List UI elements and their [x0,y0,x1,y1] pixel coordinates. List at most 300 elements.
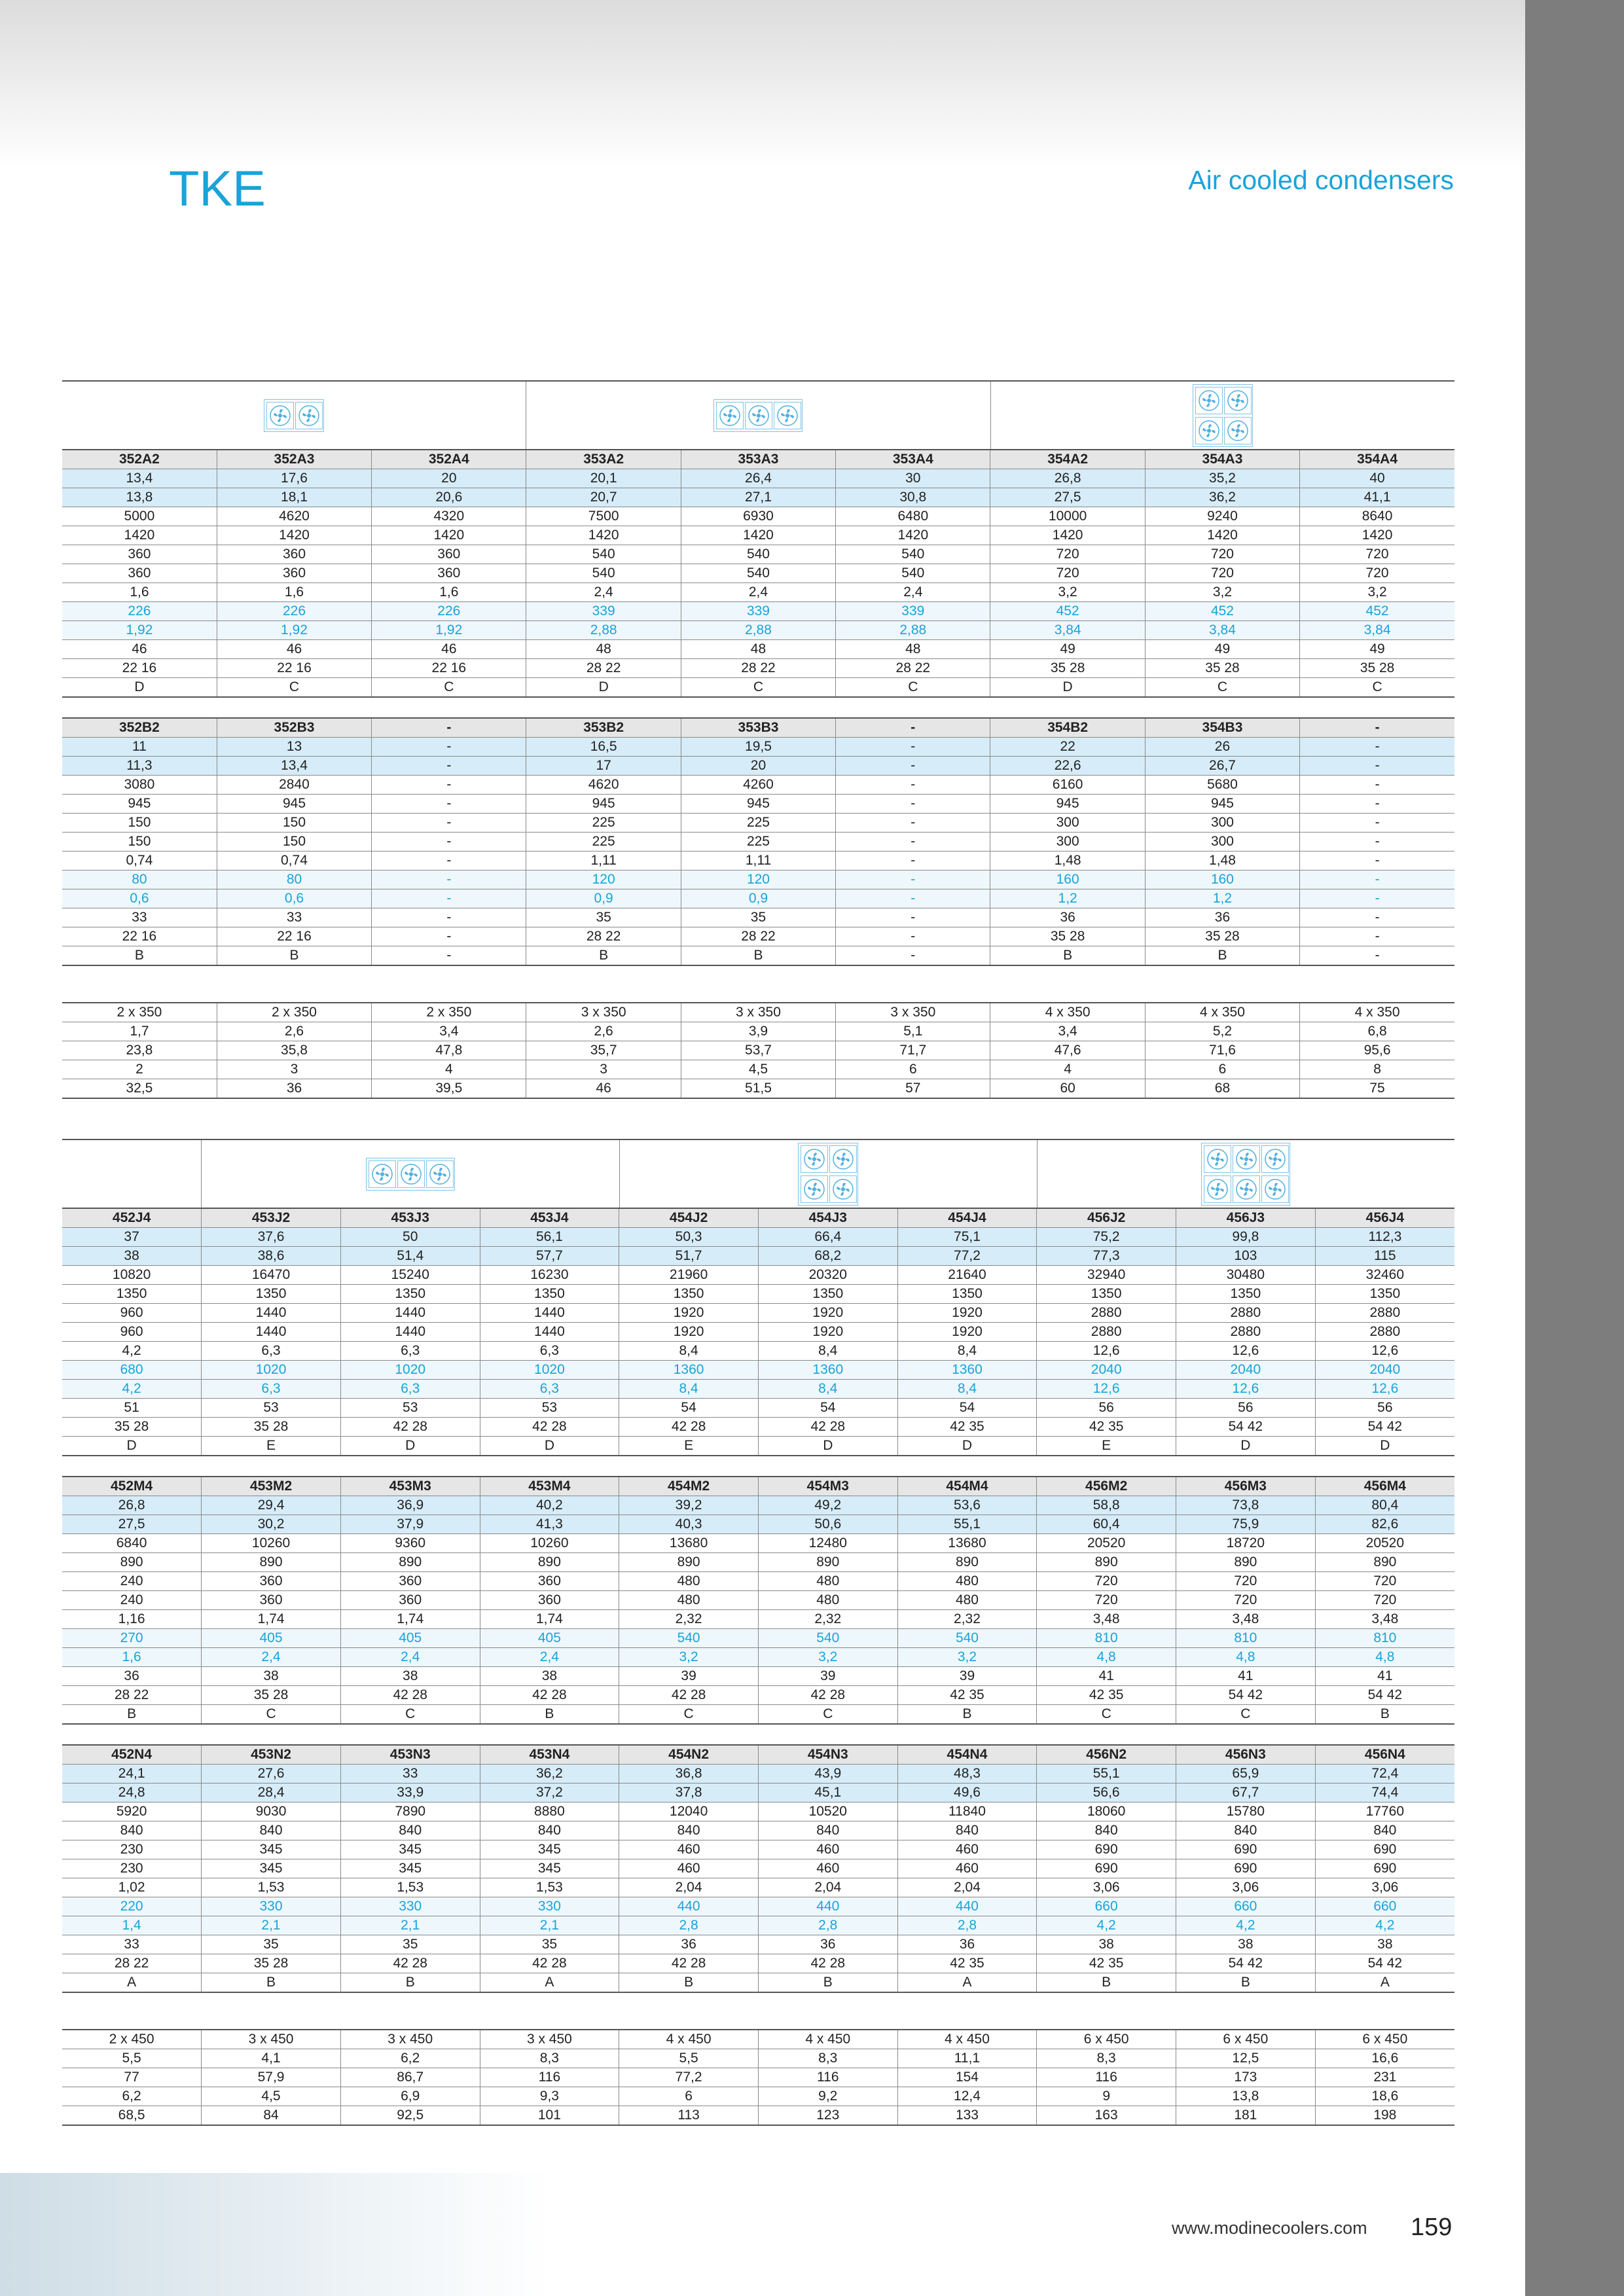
table-cell: 22 16 [62,927,217,946]
table-cell: 120 [681,870,835,889]
table-cell: 28 22 [836,659,990,678]
table-cell: 480 [619,1572,759,1591]
table-cell: E [202,1437,341,1456]
fan-icon [1261,1175,1289,1203]
table-cell: 360 [340,1572,480,1591]
table-cell: 456M2 [1037,1477,1176,1496]
table-cell: 26 [1145,738,1299,757]
table-cell: 9,3 [480,2087,619,2106]
table-cell: 1,2 [990,889,1145,908]
table-cell: 32940 [1037,1266,1176,1285]
table-cell: 7890 [340,1803,480,1821]
table-cell: 1,02 [62,1878,202,1897]
table-cell: 4 [990,1060,1145,1079]
table-cell: 456J4 [1315,1208,1454,1228]
fan-icon [1261,1145,1289,1173]
table-cell: E [1037,1437,1176,1456]
table-cell: 840 [1037,1821,1176,1840]
table-cell: 453M4 [480,1477,619,1496]
table-cell: 38 [1315,1935,1454,1954]
table-cell: 51 [62,1399,202,1418]
data-table [62,2029,1454,2126]
table-cell: 440 [897,1897,1037,1916]
table-row [62,927,1454,946]
table-cell: 6,3 [480,1342,619,1361]
table-cell: 1420 [1300,526,1454,545]
table-row [62,1916,1454,1935]
table-cell: 4,2 [1037,1916,1176,1935]
table-cell: 12,6 [1176,1380,1316,1399]
header-background [0,0,1525,170]
table-cell: - [372,738,526,757]
table-cell: 1920 [619,1304,759,1323]
table-cell: 20 [372,469,526,488]
table-cell: 540 [681,545,835,564]
table-cell: C [1037,1705,1176,1725]
table-cell: 115 [1315,1247,1454,1266]
table-row [62,1247,1454,1266]
table-cell: - [372,870,526,889]
table-cell: 840 [758,1821,897,1840]
table-cell: 42 28 [480,1418,619,1437]
table-cell: 39,5 [372,1079,526,1099]
table-cell: 22,6 [990,757,1145,776]
table-cell: 360 [372,545,526,564]
table-cell: 5,1 [836,1022,990,1041]
fan-icon-3x2 [1201,1143,1290,1206]
table-cell: 50 [340,1228,480,1247]
fan-icon [745,402,772,429]
table-cell: 22 16 [372,659,526,678]
side-band [1525,0,1624,2296]
table-cell: 13 [217,738,371,757]
table-cell: 5,5 [62,2049,202,2068]
table-cell: 11,1 [897,2049,1037,2068]
table-cell: 720 [1037,1591,1176,1610]
table-cell: 840 [1176,1821,1316,1840]
table-cell: 17760 [1315,1803,1454,1821]
table-cell: 16,5 [526,738,681,757]
table-cell: 360 [202,1572,341,1591]
table-row [62,870,1454,889]
table-cell: 43,9 [758,1765,897,1784]
table-cell: 680 [62,1361,202,1380]
table-cell: 8,3 [758,2049,897,2068]
table-cell: 6 [1145,1060,1299,1079]
table-cell: 890 [340,1553,480,1572]
table-cell: 54 42 [1315,1954,1454,1973]
table-cell: 39,2 [619,1496,759,1515]
table-cell: 116 [1037,2068,1176,2087]
table-cell: 2,6 [217,1022,371,1041]
table-cell: 40 [1300,469,1454,488]
table-cell: 1350 [758,1285,897,1304]
table-cell: 95,6 [1300,1041,1454,1060]
table-cell: 2,32 [897,1610,1037,1629]
table-cell: 75,2 [1037,1228,1176,1247]
table-cell: 160 [1145,870,1299,889]
table-row [62,2106,1454,2126]
table-cell: 240 [62,1591,202,1610]
table-cell: 6,8 [1300,1022,1454,1041]
table-cell: 1920 [758,1323,897,1342]
table-cell: 50,6 [758,1515,897,1534]
table-cell: 29,4 [202,1496,341,1515]
table-cell: 39 [897,1667,1037,1686]
table-cell: C [340,1705,480,1725]
table-cell: 0,6 [217,889,371,908]
table-cell: 345 [340,1840,480,1859]
page-title: TKE [169,161,266,217]
table-cell: - [372,927,526,946]
table-cell: 810 [1176,1629,1316,1648]
table-cell: 345 [202,1859,341,1878]
table-cell: 3,2 [619,1648,759,1667]
table-cell: 3 [526,1060,681,1079]
table-cell: 452J4 [62,1208,202,1228]
table-cell: 1,11 [526,852,681,870]
table-cell: 480 [758,1591,897,1610]
table-cell: 33 [217,908,371,927]
table-row [62,1208,1454,1228]
table-cell: 19,5 [681,738,835,757]
table-cell: 345 [340,1859,480,1878]
table-cell: 26,7 [1145,757,1299,776]
table-cell: 26,8 [62,1496,202,1515]
table-cell: 51,5 [681,1079,835,1099]
table-cell: 15780 [1176,1803,1316,1821]
table-cell: 35 [202,1935,341,1954]
table-cell: 9360 [340,1534,480,1553]
table-cell: 53 [480,1399,619,1418]
table-row [62,1840,1454,1859]
table-cell: 1420 [836,526,990,545]
table-cell: 2 x 350 [62,1003,217,1022]
table-cell: - [836,814,990,833]
table-cell: 80 [217,870,371,889]
table-cell: 4 x 350 [1300,1003,1454,1022]
table-cell: 15240 [340,1266,480,1285]
table-cell: 8,4 [758,1380,897,1399]
table-cell: 1440 [340,1304,480,1323]
table-cell: 452N4 [62,1745,202,1765]
table-cell: 1920 [897,1323,1037,1342]
table-cell: 1420 [990,526,1145,545]
table-cell: 8,4 [619,1380,759,1399]
table-cell: 2,8 [758,1916,897,1935]
table-cell: - [1300,889,1454,908]
table-cell: 352A2 [62,450,217,469]
table-cell: 454M4 [897,1477,1037,1496]
table-cell: - [372,946,526,966]
table-cell: 460 [897,1859,1037,1878]
table-cell: 42 28 [758,1686,897,1705]
table-cell: 440 [758,1897,897,1916]
table-cell: B [758,1973,897,1993]
table-cell: 24,1 [62,1765,202,1784]
data-table [62,1476,1454,1725]
table-cell: 80 [62,870,217,889]
table-cell: D [1176,1437,1316,1456]
table-n-series [62,1744,1454,1993]
table-cell: 945 [990,795,1145,814]
table-cell: B [897,1705,1037,1725]
table-cell: 35 28 [202,1418,341,1437]
table-cell: 150 [62,814,217,833]
table-cell: 2,88 [836,621,990,640]
table-cell: 2,4 [526,583,681,602]
fan-icon [397,1160,425,1188]
table-cell: 300 [990,833,1145,852]
table-cell: 720 [990,545,1145,564]
table-cell: B [202,1973,341,1993]
table-cell: 3,4 [372,1022,526,1041]
fan-icon-2x2 [798,1143,858,1206]
table-cell: 50,3 [619,1228,759,1247]
table-cell: 11840 [897,1803,1037,1821]
table-cell: 42 35 [897,1686,1037,1705]
table-cell: 48,3 [897,1765,1037,1784]
table-cell: 2 x 350 [372,1003,526,1022]
table-cell: 345 [480,1840,619,1859]
table-cell: 1440 [480,1323,619,1342]
table-cell: 2 [62,1060,217,1079]
table-cell: 66,4 [758,1228,897,1247]
table-cell: 54 42 [1315,1686,1454,1705]
table-cell: 57,7 [480,1247,619,1266]
table-cell: 5,5 [619,2049,759,2068]
fan-icon [1233,1175,1260,1203]
table-cell: 49 [1300,640,1454,659]
table-cell: 54 [897,1399,1037,1418]
table-cell: 2,4 [202,1648,341,1667]
table-cell: 3,48 [1037,1610,1176,1629]
table-cell: 18,1 [217,488,371,507]
table-cell: 68 [1145,1079,1299,1099]
fan-icon [1233,1145,1260,1173]
table-row [62,1060,1454,1079]
table-cell: 840 [897,1821,1037,1840]
table-cell: 3,4 [990,1022,1145,1041]
table-cell: 352B2 [62,718,217,738]
table-cell: 1,53 [202,1878,341,1897]
table-cell: 1920 [758,1304,897,1323]
table-cell: 17,6 [217,469,371,488]
table-cell: 720 [1176,1591,1316,1610]
table-cell: 354B2 [990,718,1145,738]
table-cell: 720 [1300,564,1454,583]
table-cell: 2,1 [202,1916,341,1935]
table-cell: 38 [202,1667,341,1686]
table-cell: 8640 [1300,507,1454,526]
table-cell: 1440 [202,1323,341,1342]
table-cell: B [340,1973,480,1993]
table-row [62,1228,1454,1247]
table-cell: - [836,927,990,946]
table-cell: 20,1 [526,469,681,488]
table-row [62,889,1454,908]
table-row [62,1323,1454,1342]
table-cell: 6 x 450 [1037,2030,1176,2049]
table-cell: 47,8 [372,1041,526,1060]
table-row [62,602,1454,621]
data-table [62,449,1454,698]
fan-icon [295,402,323,429]
table-cell: 22 16 [217,927,371,946]
table-cell: 354B3 [1145,718,1299,738]
table-cell: B [619,1973,759,1993]
table-cell: 58,8 [1037,1496,1176,1515]
data-table [62,1002,1454,1099]
table-cell: 8,4 [619,1342,759,1361]
table-cell: - [836,870,990,889]
table-row [62,583,1454,602]
table-cell: 27,5 [990,488,1145,507]
table-cell: 11,3 [62,757,217,776]
table-row [62,488,1454,507]
table-cell: 8,4 [897,1380,1037,1399]
table-cell: 2,04 [897,1878,1037,1897]
table-cell: 80,4 [1315,1496,1454,1515]
table-cell: 1350 [1037,1285,1176,1304]
table-cell: 101 [480,2106,619,2126]
table-cell: 49,6 [897,1784,1037,1803]
table-cell: - [372,852,526,870]
table-cell: 540 [526,545,681,564]
table-cell: 33 [340,1765,480,1784]
table-cell: 2,8 [619,1916,759,1935]
table-cell: 360 [340,1591,480,1610]
table-cell: 4,2 [1176,1916,1316,1935]
table-row [62,946,1454,966]
table-cell: 1,74 [340,1610,480,1629]
table-cell: 5680 [1145,776,1299,795]
table-cell: 1350 [340,1285,480,1304]
table-cell: 1350 [619,1285,759,1304]
data-table [62,1744,1454,1993]
table-cell: B [1176,1973,1316,1993]
table-cell: 13,4 [62,469,217,488]
table-cell: 3,48 [1315,1610,1454,1629]
fan-layout-header [62,380,1454,449]
table-cell: 163 [1037,2106,1176,2126]
table-cell: 6840 [62,1534,202,1553]
table-cell: 225 [526,833,681,852]
table-cell: 2,1 [480,1916,619,1935]
table-cell: 4,5 [681,1060,835,1079]
table-cell: 35,2 [1145,469,1299,488]
table-cell: 42 28 [340,1954,480,1973]
table-cell: 456N4 [1315,1745,1454,1765]
table-cell: 53 [202,1399,341,1418]
table-row [62,1304,1454,1323]
table-cell: C [681,678,835,698]
table-cell: 720 [1300,545,1454,564]
table-cell: 453M3 [340,1477,480,1496]
table-cell: 20,7 [526,488,681,507]
table-cell: 2,04 [619,1878,759,1897]
table-cell: 3,06 [1176,1878,1316,1897]
table-cell: 68,5 [62,2106,202,2126]
table-cell: - [836,833,990,852]
table-cell: 77,2 [619,2068,759,2087]
table-cell: 3 x 350 [681,1003,835,1022]
table-cell: 48 [526,640,681,659]
table-cell: 18720 [1176,1534,1316,1553]
table-cell: 41 [1037,1667,1176,1686]
table-row [62,1667,1454,1686]
table-cell: 1,7 [62,1022,217,1041]
table-cell: 454M2 [619,1477,759,1496]
table-cell: 360 [480,1572,619,1591]
table-cell: 240 [62,1572,202,1591]
table-cell: 75,9 [1176,1515,1316,1534]
table-row [62,1821,1454,1840]
table-cell: 3,2 [1145,583,1299,602]
table-cell: 92,5 [340,2106,480,2126]
table-cell: 460 [619,1859,759,1878]
table-row [62,908,1454,927]
table-cell: 226 [372,602,526,621]
table-row [62,1515,1454,1534]
table-cell: 460 [758,1859,897,1878]
table-cell: C [217,678,371,698]
table-cell: 454N3 [758,1745,897,1765]
table-cell: 456J2 [1037,1208,1176,1228]
table-cell: 1,92 [217,621,371,640]
table-cell: 890 [202,1553,341,1572]
table-cell: 354A2 [990,450,1145,469]
table-cell: 56 [1037,1399,1176,1418]
table-cell: - [836,908,990,927]
table-cell: 1360 [619,1361,759,1380]
table-cell: 42 28 [758,1954,897,1973]
table-cell: 440 [619,1897,759,1916]
table-row [62,1859,1454,1878]
table-cell: 3,2 [1300,583,1454,602]
table-cell: 75,1 [897,1228,1037,1247]
table-cell: 49 [1145,640,1299,659]
table-cell: 1,11 [681,852,835,870]
table-cell: 35 28 [62,1418,202,1437]
table-row [62,1878,1454,1897]
table-cell: 220 [62,1897,202,1916]
table-cell: 35 [340,1935,480,1954]
table-cell: 16,6 [1315,2049,1454,2068]
table-row [62,1897,1454,1916]
table-cell: 1,6 [217,583,371,602]
table-m-series [62,1476,1454,1725]
table-cell: 39 [619,1667,759,1686]
table-cell: - [1300,870,1454,889]
table-cell: 1420 [1145,526,1299,545]
table-cell: 454M3 [758,1477,897,1496]
table-row [62,1342,1454,1361]
table-cell: 8,4 [897,1342,1037,1361]
table-cell: B [1037,1973,1176,1993]
table-cell: 10260 [202,1534,341,1553]
table-cell: 35 28 [990,659,1145,678]
table-cell: 8 [1300,1060,1454,1079]
table-cell: B [990,946,1145,966]
table-cell: 26,8 [990,469,1145,488]
table-cell: 6160 [990,776,1145,795]
fan-icon [1224,387,1252,414]
page-number: 159 [1411,2214,1453,2241]
table-cell: 67,7 [1176,1784,1316,1803]
table-row [62,852,1454,870]
table-cell: 84 [202,2106,341,2126]
